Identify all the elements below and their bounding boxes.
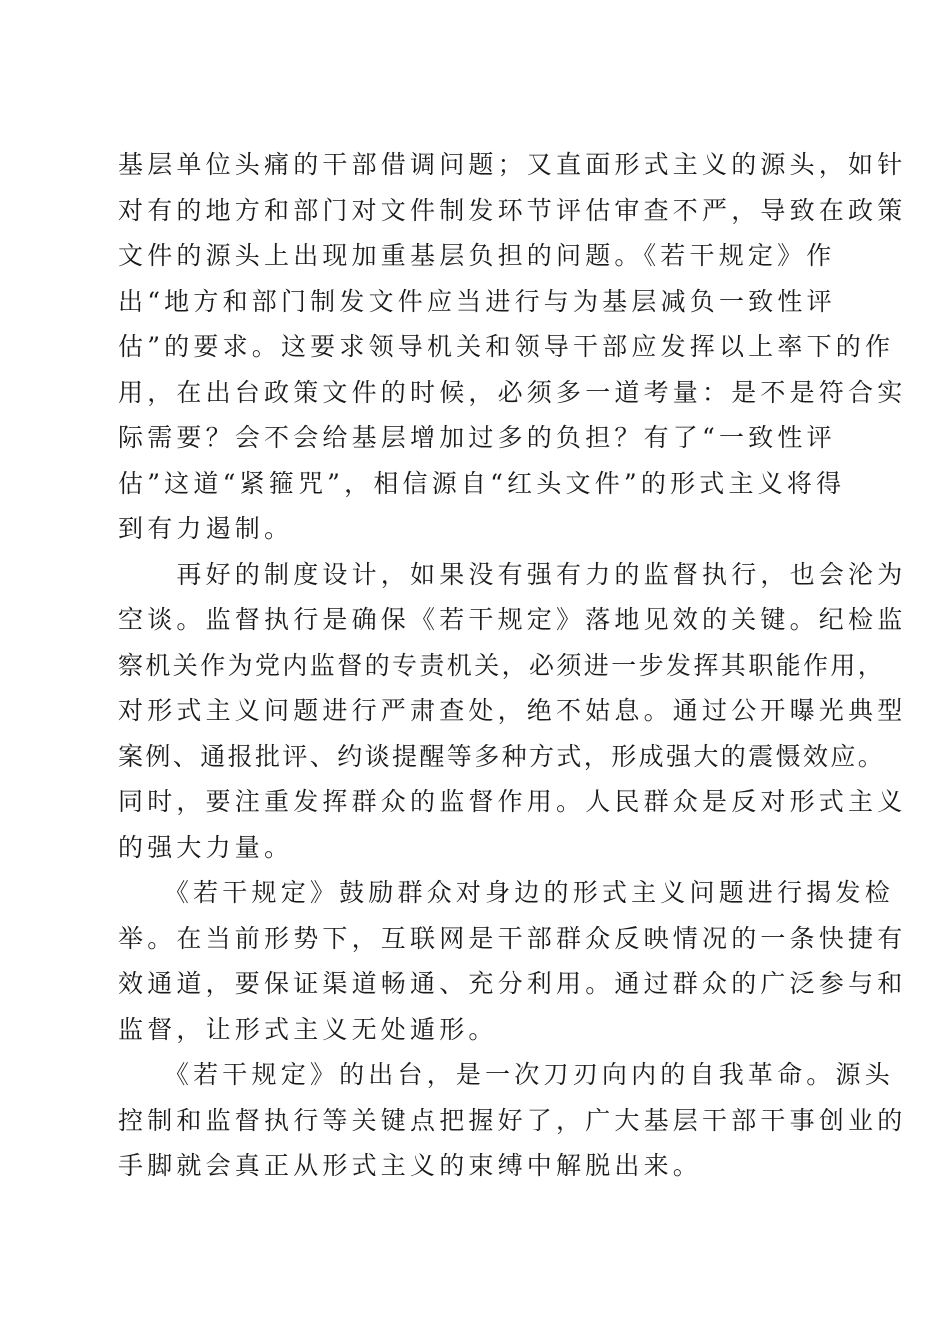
- paragraph-1: [118, 142, 907, 552]
- text-line: 案例、通报批评、约谈提醒等多种方式，形成强大的震慑效应。: [118, 741, 886, 771]
- text-line: 估”的要求。这要求领导机关和领导干部应发挥以上率下的作: [118, 332, 895, 361]
- text-line: 监督，让形式主义无处遁形。: [118, 1014, 498, 1044]
- text-line: 估”这道“紧箍咒”，相信源自“红头文件”的形式主义将得: [118, 468, 846, 498]
- text-line: 空谈。监督执行是确保《若干规定》落地见效的关键。纪检监: [118, 605, 907, 634]
- text-line: 对形式主义问题进行严肃查处，绝不姑息。通过公开曝光典型: [118, 696, 907, 725]
- paragraph-4: [118, 1052, 907, 1189]
- text-line: 举。在当前形势下，互联网是干部群众反映情况的一条快捷有: [118, 923, 907, 953]
- text-line: 际需要？会不会给基层增加过多的负担？有了“一致性评: [118, 423, 836, 452]
- text-line: 文件的源头上出现加重基层负担的问题。《若干规定》作: [118, 241, 836, 270]
- text-line: 效通道，要保证渠道畅通、充分利用。通过群众的广泛参与和: [118, 969, 907, 998]
- text-line: 《若干规定》鼓励群众对身边的形式主义问题进行揭发检: [118, 878, 894, 907]
- text-line: 用，在出台政策文件的时候，必须多一道考量：是不是符合实: [118, 377, 907, 407]
- text-line: 再好的制度设计，如果没有强有力的监督执行，也会沦为: [118, 559, 907, 589]
- text-line: 到有力遏制。: [118, 514, 294, 543]
- text-line: 控制和监督执行等关键点把握好了，广大基层干部干事创业的: [118, 1105, 907, 1135]
- text-line: 的强大力量。: [118, 832, 294, 862]
- text-line: 出“地方和部门制发文件应当进行与为基层减负一致性评: [118, 286, 836, 316]
- paragraph-2: [118, 552, 907, 871]
- text-line: 基层单位头痛的干部借调问题；又直面形式主义的源头，如针: [118, 150, 907, 179]
- text-line: 同时，要注重发挥群众的监督作用。人民群众是反对形式主义: [118, 787, 907, 816]
- document-body: [118, 142, 907, 1189]
- text-line: 《若干规定》的出台，是一次刀刃向内的自我革命。源头: [118, 1060, 894, 1089]
- text-line: 手脚就会真正从形式主义的束缚中解脱出来。: [118, 1151, 703, 1180]
- paragraph-3: [118, 870, 907, 1052]
- text-line: 对有的地方和部门对文件制发环节评估审查不严，导致在政策: [118, 195, 907, 225]
- text-line: 察机关作为党内监督的专责机关，必须进一步发挥其职能作用，: [118, 650, 886, 680]
